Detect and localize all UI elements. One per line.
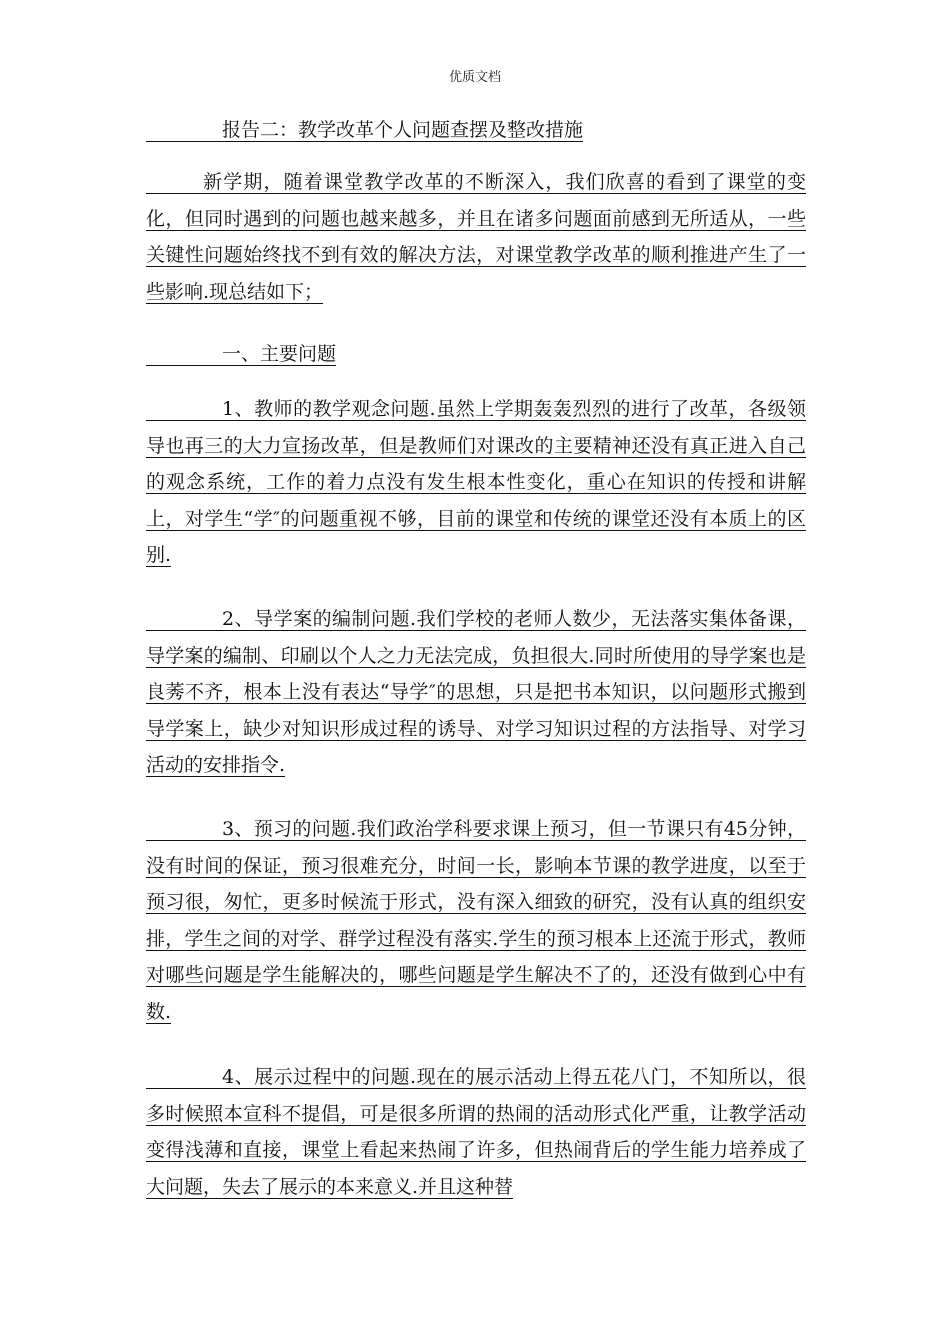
intro-indent-underline (146, 192, 202, 194)
issue-2-text: 2、导学案的编制问题.我们学校的老师人数少，无法落实集体备课，导学案的编制、印刷以个人之力无法完成，负担很大.同时所使用的导学案也是良莠不齐，根本上没有表达“导学″的思想，只是把书本知识，以问题形式搬到导学案上，缺少对知识形成过程的诱导、对学习知识过程的方法指导、对学习活动的安排指令. (146, 608, 806, 776)
issue-paragraph-2 (146, 601, 806, 784)
document-title (146, 112, 806, 149)
issue-1-text: 1、教师的教学观念问题.虽然上学期轰轰烈烈的进行了改革，各级领导也再三的大力宣扬改革，但是教师们对课改的主要精神还没有真正进入自己的观念系统，工作的着力点没有发生根本性变化，重心在知识的传授和讲解上，对学生“学″的问题重视不够，目前的课堂和传统的课堂还没有本质上的区别. (146, 398, 806, 566)
intro-text: 新学期，随着课堂教学改革的不断深入，我们欣喜的看到了课堂的变化，但同时遇到的问题也越来越多，并且在诸多问题面前感到无所适从，一些关键性问题始终找不到有效的解决方法，对课堂教学改革的顺利推进产生了一些影响.现总结如下； (146, 171, 806, 303)
issue-1-indent-underline (146, 419, 222, 421)
intro-paragraph (146, 164, 806, 310)
issue-2-indent-underline (146, 629, 222, 631)
title-text: 报告二：教学改革个人问题查摆及整改措施 (222, 119, 584, 141)
issue-3-text: 3、预习的问题.我们政治学科要求课上预习，但一节课只有45分钟，没有时间的保证，预习很难充分，时间一长，影响本节课的教学进度，以至于预习很，匆忙，更多时候流于形式，没有深入细致的研究，没有认真的组织安排，学生之间的对学、群学过程没有落实.学生的预习根本上还流于形式，教师对哪些问题是学生能解决的，哪些问题是学生解决不了的，还没有做到心中有数. (146, 818, 806, 1023)
section-indent-underline (146, 364, 222, 366)
title-indent-underline (146, 140, 222, 142)
page-header: 优质文档 (448, 70, 501, 85)
issue-4-indent-underline (146, 1087, 222, 1089)
issue-paragraph-1 (146, 391, 806, 574)
issue-paragraph-4 (146, 1059, 806, 1205)
issue-3-indent-underline (146, 839, 222, 841)
section-heading-text: 一、主要问题 (222, 343, 337, 365)
issue-paragraph-3 (146, 811, 806, 1030)
section-heading-main-issues (146, 336, 806, 373)
issue-4-text: 4、展示过程中的问题.现在的展示活动上得五花八门，不知所以，很多时候照本宣科不提倡，可是很多所谓的热闹的活动形式化严重，让教学活动变得浅薄和直接，课堂上看起来热闹了许多，但热闹背后的学生能力培养成了大问题，失去了展示的本来意义.并且这种替 (146, 1066, 806, 1198)
